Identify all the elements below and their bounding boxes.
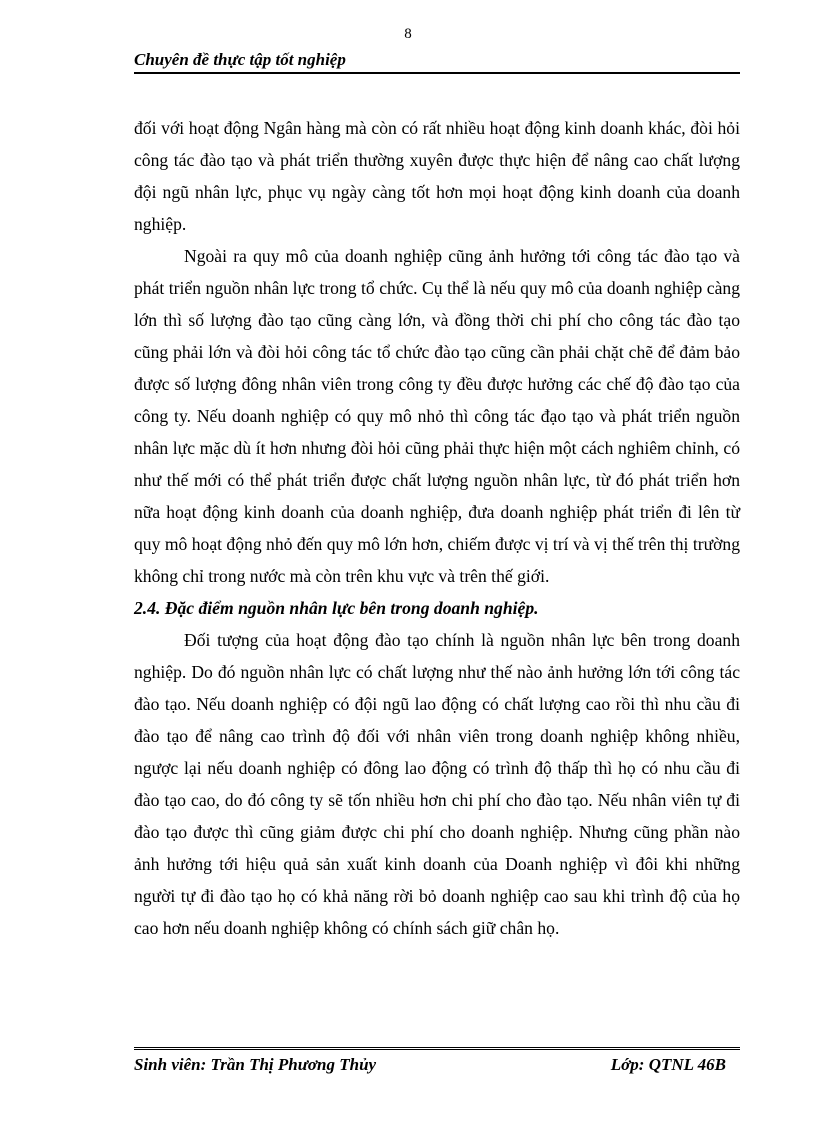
footer-divider xyxy=(134,1047,740,1050)
paragraph-continuation: đối với hoạt động Ngân hàng mà còn có rất nhiều hoạt động kinh doanh khác, đòi hỏi công tác đào tạo và phát triển thường xuyên được thực hiện để nâng cao chất lượng đội ngũ nhân lực, phục vụ ngày càng tốt hơn mọi hoạt động kinh doanh của doanh nghiệp. xyxy=(134,118,740,234)
paragraph-scale-impact: Ngoài ra quy mô của doanh nghiệp cũng ảnh hưởng tới công tác đào tạo và phát triển nguồn nhân lực trong tổ chức. Cụ thể là nếu quy mô của doanh nghiệp càng lớn thì số lượng đào tạo cũng càng lớn, và đồng thời chi phí cho công tác đào tạo cũng phải lớn và đòi hỏi công tác tổ chức đào tạo cũng cần phải chặt chẽ để đảm bảo được số lượng đông nhân viên trong công ty đều được hưởng các chế độ đào tạo của công ty. Nếu doanh nghiệp có quy mô nhỏ thì công tác đạo tạo và phát triển nguồn nhân lực mặc dù ít hơn nhưng đòi hỏi cũng phải thực hiện một cách nghiêm chỉnh, có như thế mới có thể phát triển được chất lượng nguồn nhân lực, từ đó phát triển hơn nữa hoạt động kinh doanh của doanh nghiệp, đưa doanh nghiệp phát triển đi lên từ quy mô hoạt động nhỏ đến quy mô lớn hơn, chiếm được vị trí và vị thế trên thị trường không chỉ trong nước mà còn trên khu vực và trên thế giới. xyxy=(134,246,740,586)
document-body xyxy=(134,112,740,944)
page-footer xyxy=(134,1054,740,1076)
running-header: Chuyên đề thực tập tốt nghiệp xyxy=(134,50,740,74)
paragraph-internal-workforce: Đối tượng của hoạt động đào tạo chính là nguồn nhân lực bên trong doanh nghiệp. Do đó nguồn nhân lực có chất lượng như thế nào ảnh hưởng lớn tới công tác đào tạo. Nếu doanh nghiệp có đội ngũ lao động có chất lượng cao rồi thì nhu cầu đi đào tạo để nâng cao trình độ đối với nhân viên trong doanh nghiệp không nhiều, ngược lại nếu doanh nghiệp có đông lao động có trình độ thấp thì họ có nhu cầu đi đào tạo cao, do đó công ty sẽ tốn nhiều hơn chi phí cho đào tạo. Nếu nhân viên tự đi đào tạo được thì cũng giảm được chi phí cho doanh nghiệp. Nhưng cũng phần nào ảnh hưởng tới hiệu quả sản xuất kinh doanh của Doanh nghiệp vì đôi khi những người tự đi đào tạo họ có khả năng rời bỏ doanh nghiệp cao sau khi trình độ của họ cao hơn nếu doanh nghiệp không có chính sách giữ chân họ. xyxy=(134,630,740,938)
footer-class-label: Lớp: QTNL 46B xyxy=(610,1055,726,1074)
section-heading: 2.4. Đặc điểm nguồn nhân lực bên trong doanh nghiệp. xyxy=(134,598,539,618)
footer-student-name: Sinh viên: Trần Thị Phương Thủy xyxy=(134,1055,377,1074)
page-number: 8 xyxy=(404,26,412,42)
